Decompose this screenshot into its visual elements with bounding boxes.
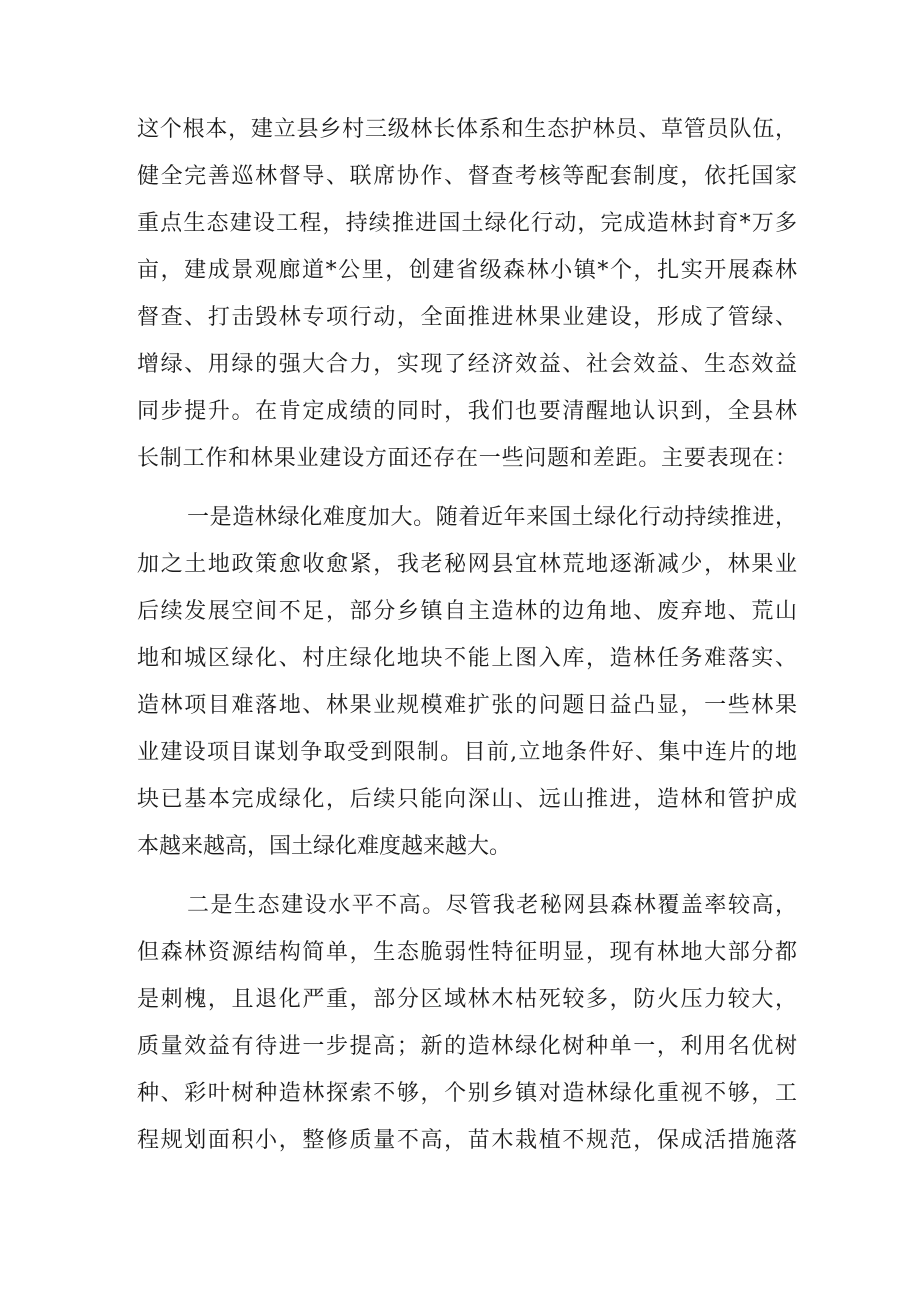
text-line: 但森林资源结构简单，生态脆弱性特征明显，现有林地大部分都 — [137, 940, 797, 965]
text-line: 后续发展空间不足，部分乡镇自主造林的边角地、废弃地、荒山 — [137, 599, 797, 624]
text-line: 加之土地政策愈收愈紧，我老秘网县宜林荒地逐渐减少，林果业 — [137, 552, 797, 577]
text-line: 健全完善巡林督导、联席协作、督查考核等配套制度，依托国家 — [137, 164, 797, 189]
text-line: 是刺槐，且退化严重，部分区域林木枯死较多，防火压力较大， — [137, 987, 797, 1012]
text-line: 增绿、用绿的强大合力，实现了经济效益、社会效益、生态效益 — [137, 352, 797, 377]
paragraph-first-line: 二是生态建设水平不高。尽管我老秘网县森林覆盖率较高， — [187, 893, 797, 918]
text-line: 本越来越高，国土绿化难度越来越大。 — [137, 834, 512, 859]
text-line: 重点生态建设工程，持续推进国土绿化行动，完成造林封育*万多 — [137, 211, 797, 236]
text-line: 种、彩叶树种造林探索不够，个别乡镇对造林绿化重视不够，工 — [137, 1081, 797, 1106]
paragraph-first-line: 一是造林绿化难度加大。随着近年来国土绿化行动持续推进， — [187, 505, 797, 530]
text-line: 长制工作和林果业建设方面还存在一些问题和差距。主要表现在： — [137, 446, 797, 471]
text-line: 同步提升。在肯定成绩的同时，我们也要清醒地认识到，全县林 — [137, 399, 797, 424]
text-line: 程规划面积小，整修质量不高，苗木栽植不规范，保成活措施落 — [137, 1128, 797, 1153]
text-line: 块已基本完成绿化，后续只能向深山、远山推进，造林和管护成 — [137, 787, 797, 812]
text-line: 亩，建成景观廊道*公里，创建省级森林小镇*个，扎实开展森林 — [137, 258, 797, 283]
text-line: 地和城区绿化、村庄绿化地块不能上图入库，造林任务难落实、 — [137, 646, 797, 671]
text-line: 督查、打击毁林专项行动，全面推进林果业建设，形成了管绿、 — [137, 305, 797, 330]
text-line: 业建设项目谋划争取受到限制。目前,立地条件好、集中连片的地 — [137, 740, 797, 765]
text-line: 这个根本，建立县乡村三级林长体系和生态护林员、草管员队伍， — [137, 117, 797, 142]
text-line: 质量效益有待进一步提高；新的造林绿化树种单一，利用名优树 — [137, 1034, 797, 1059]
text-line: 造林项目难落地、林果业规模难扩张的问题日益凸显，一些林果 — [137, 693, 797, 718]
